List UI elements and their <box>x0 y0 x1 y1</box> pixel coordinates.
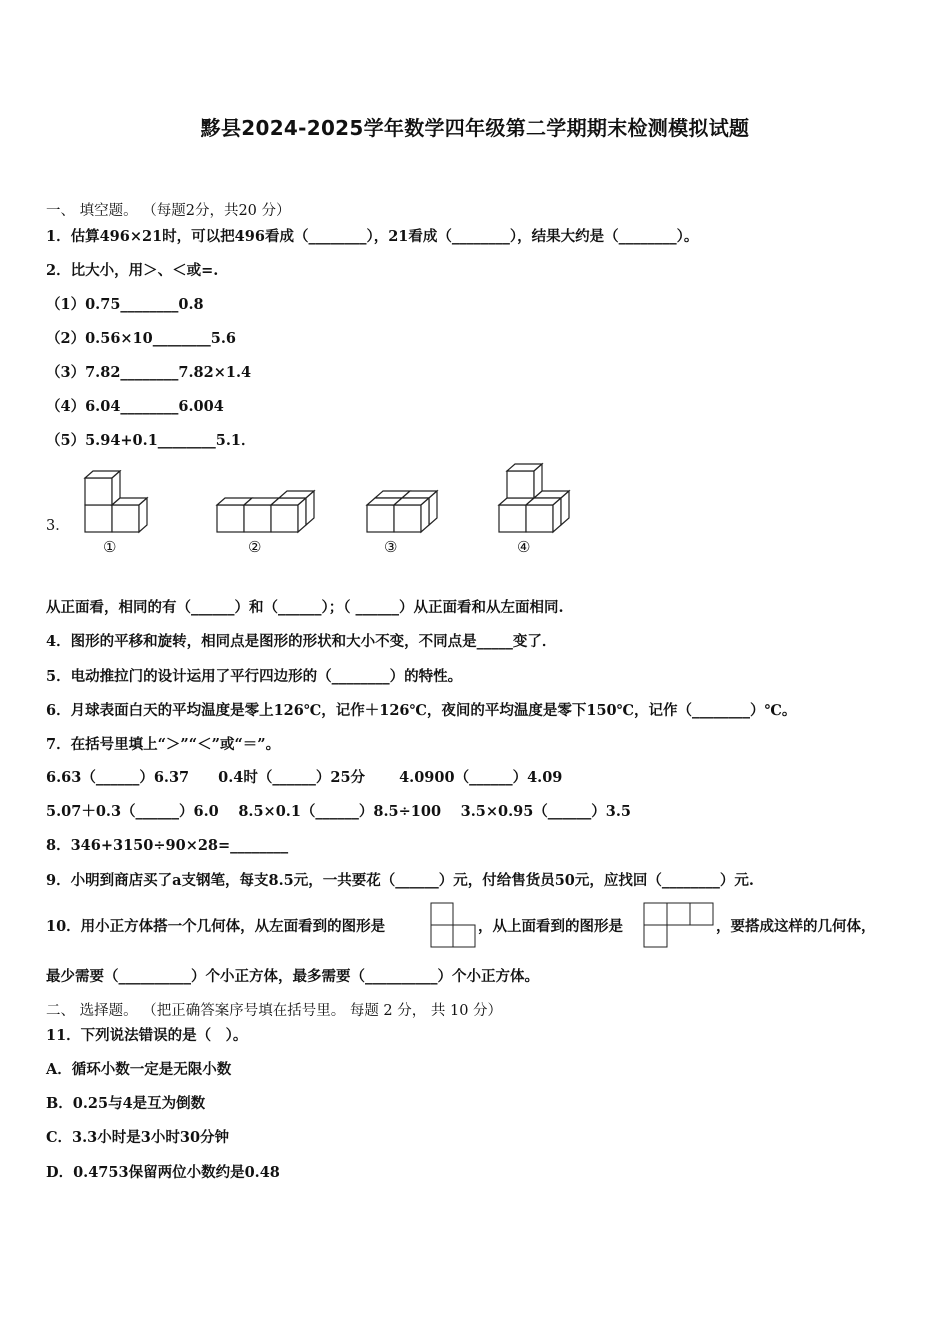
question-2-item: （2）0.56×10________5.6 <box>46 330 236 347</box>
question-7-stem: 7．在括号里填上“＞”“＜”或“＝”。 <box>46 736 281 753</box>
question-2-item: （5）5.94+0.1________5.1． <box>46 432 256 449</box>
section2-header: 二、 选择题。 （把正确答案序号填在括号里。 每题 2 分， 共 10 分） <box>46 1003 503 1019</box>
cube-figure-4 <box>494 460 574 535</box>
page-title: 黟县2024-2025学年数学四年级第二学期期末检测模拟试题 <box>200 116 750 140</box>
figure-label-1: ① <box>103 538 117 556</box>
question-8: 8．346+3150÷90×28=________ <box>46 837 289 854</box>
top-view-diagram <box>643 902 715 950</box>
question-7-row: 5.07＋0.3（______）6.0 8.5×0.1（______）8.5÷100 3.5×0.95（______）3.5 <box>46 803 632 820</box>
question-7-row: 6.63（______）6.37 0.4时（______）25分 4.0900（______）4.09 <box>46 769 563 786</box>
question-9: 9．小明到商店买了a支钢笔，每支8.5元，一共要花（______）元，付给售货员50元，应找回（________）元. <box>46 872 754 889</box>
figure-label-2: ② <box>248 538 262 556</box>
question-6: 6．月球表面白天的平均温度是零上126℃，记作＋126℃，夜间的平均温度是零下150℃，记作（________）℃。 <box>46 702 797 719</box>
question-11-option-b: B．0.25与4是互为倒数 <box>46 1095 206 1112</box>
question-5: 5．电动推拉门的设计运用了平行四边形的（________）的特性。 <box>46 668 463 685</box>
figure-label-3: ③ <box>384 538 398 556</box>
question-3-text: 从正面看，相同的有（______）和（______）；（ ______）从正面看和从左面相同. <box>46 599 564 616</box>
cube-figure-2 <box>212 470 322 535</box>
question-3-number: 3． <box>46 518 70 534</box>
question-10-part3: ，要搭成这样的几何体， <box>716 918 876 935</box>
section1-header: 一、 填空题。 （每题2分，共20 分） <box>46 203 291 219</box>
question-2-item: （1）0.75________0.8 <box>46 296 204 313</box>
question-11-stem: 11．下列说法错误的是（ ）。 <box>46 1027 248 1044</box>
question-10-line2: 最少需要（__________）个小正方体，最多需要（__________）个小正方体。 <box>46 968 539 985</box>
left-view-diagram <box>430 902 478 950</box>
question-11-option-c: C．3.3小时是3小时30分钟 <box>46 1129 230 1146</box>
question-11-option-d: D．0.4753保留两位小数约是0.48 <box>46 1164 280 1181</box>
cube-figure-3 <box>362 470 447 535</box>
question-2-stem: 2．比大小，用＞、＜或=. <box>46 262 219 279</box>
figure-label-4: ④ <box>517 538 531 556</box>
question-11-option-a: A．循环小数一定是无限小数 <box>46 1061 232 1078</box>
question-2-item: （4）6.04________6.004 <box>46 398 224 415</box>
question-2-item: （3）7.82________7.82×1.4 <box>46 364 252 381</box>
question-10-part2: ，从上面看到的图形是 <box>478 918 623 935</box>
cube-figure-1 <box>80 470 160 535</box>
question-4: 4．图形的平移和旋转，相同点是图形的形状和大小不变，不同点是_____变了． <box>46 633 557 650</box>
question-1: 1．估算496×21时，可以把496看成（________），21看成（________），结果大约是（________）。 <box>46 228 699 245</box>
question-10-part1: 10．用小正方体搭一个几何体，从左面看到的图形是 <box>46 918 386 935</box>
